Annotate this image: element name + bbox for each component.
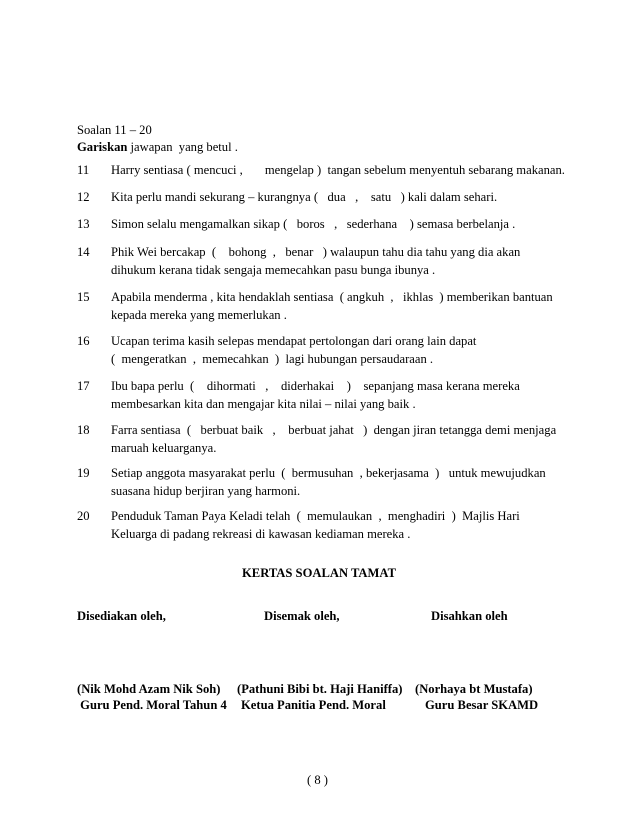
question-line: kepada mereka yang memerlukan . xyxy=(111,308,287,322)
question-line: Ibu bapa perlu ( dihormati , diderhakai ) sepanjang masa kerana mereka xyxy=(111,379,520,393)
checked-name: (Pathuni Bibi bt. Haji Haniffa) xyxy=(237,682,403,696)
question-text xyxy=(111,243,520,279)
question-line: Kita perlu mandi sekurang – kurangnya ( dua , satu ) kali dalam sehari. xyxy=(111,190,498,204)
checked-title: Ketua Panitia Pend. Moral xyxy=(241,698,386,712)
question-line: suasana hidup berjiran yang harmoni. xyxy=(111,484,301,498)
question-text xyxy=(111,161,565,179)
question-text xyxy=(111,188,497,206)
question-text xyxy=(111,464,546,500)
question-number: 19 xyxy=(77,466,90,480)
question-line: maruah keluarganya. xyxy=(111,441,217,455)
question-number: 15 xyxy=(77,290,90,304)
approved-name: (Norhaya bt Mustafa) xyxy=(415,682,533,696)
question-text xyxy=(111,507,520,543)
instruction xyxy=(77,140,238,155)
question-line: Penduduk Taman Paya Keladi telah ( memulaukan , menghadiri ) Majlis Hari xyxy=(111,509,520,523)
question-text xyxy=(111,215,515,233)
question-line: Farra sentiasa ( berbuat baik , berbuat jahat ) dengan jiran tetangga demi menjaga xyxy=(111,423,557,437)
question-line: dihukum kerana tidak sengaja memecahkan pasu bunga ibunya . xyxy=(111,263,436,277)
question-line: Ucapan terima kasih selepas mendapat pertolongan dari orang lain dapat xyxy=(111,334,477,348)
prepared-name: (Nik Mohd Azam Nik Soh) xyxy=(77,682,221,696)
section-label: Soalan 11 – 20 xyxy=(77,123,152,137)
prepared-title: Guru Pend. Moral Tahun 4 xyxy=(77,698,227,712)
question-line: Keluarga di padang rekreasi di kawasan kediaman mereka . xyxy=(111,527,411,541)
instruction-bold: Gariskan xyxy=(77,140,128,154)
question-line: Setiap anggota masyarakat perlu ( bermusuhan , bekerjasama ) untuk mewujudkan xyxy=(111,466,546,480)
prepared-label: Disediakan oleh, xyxy=(77,609,166,623)
question-number: 17 xyxy=(77,379,90,393)
checked-label: Disemak oleh, xyxy=(264,609,340,623)
question-number: 18 xyxy=(77,423,90,437)
question-number: 12 xyxy=(77,190,90,204)
question-line: Apabila menderma , kita hendaklah sentiasa ( angkuh , ikhlas ) memberikan bantuan xyxy=(111,290,553,304)
question-number: 14 xyxy=(77,245,90,259)
question-number: 11 xyxy=(77,163,90,177)
approved-title: Guru Besar SKAMD xyxy=(425,698,539,712)
question-line: Phik Wei bercakap ( bohong , benar ) walaupun tahu dia tahu yang dia akan xyxy=(111,245,521,259)
question-number: 20 xyxy=(77,509,90,523)
question-line: ( mengeratkan , memecahkan ) lagi hubungan persaudaraan . xyxy=(111,352,434,366)
end-text: KERTAS SOALAN TAMAT xyxy=(242,566,396,580)
question-text xyxy=(111,288,553,324)
question-line: Simon selalu mengamalkan sikap ( boros , sederhana ) semasa berbelanja . xyxy=(111,217,516,231)
question-line: membesarkan kita dan mengajar kita nilai – nilai yang baik . xyxy=(111,397,416,411)
question-line: Harry sentiasa ( mencuci , mengelap ) tangan sebelum menyentuh sebarang makanan. xyxy=(111,163,565,177)
approved-label: Disahkan oleh xyxy=(431,609,508,623)
question-text xyxy=(111,377,520,413)
instruction-rest: jawapan yang betul . xyxy=(127,140,238,154)
page-number: ( 8 ) xyxy=(307,773,328,787)
question-text xyxy=(111,421,556,457)
question-number: 13 xyxy=(77,217,90,231)
question-text xyxy=(111,332,476,368)
question-number: 16 xyxy=(77,334,90,348)
